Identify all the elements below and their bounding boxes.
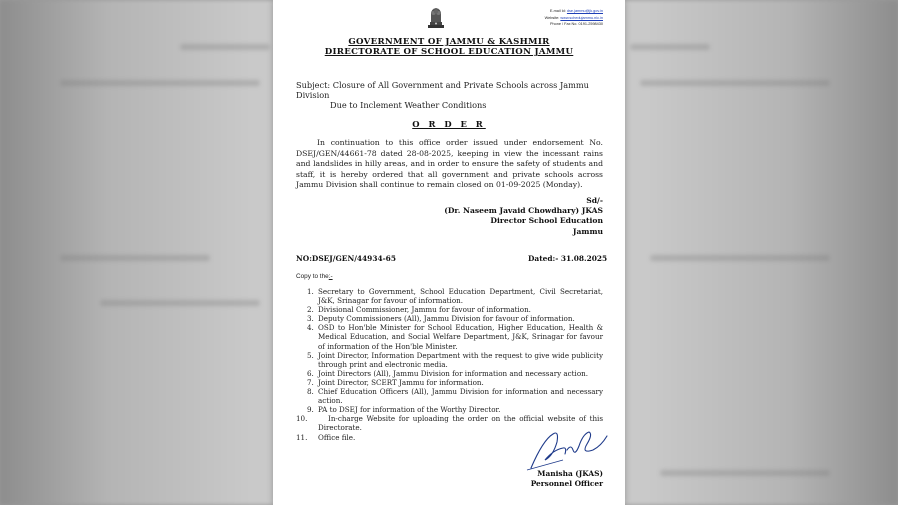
government-heading: GOVERNMENT OF JAMMU & KASHMIR [348,37,550,47]
national-emblem-icon [425,5,447,29]
order-body: In continuation to this office order issued under endorsement No. DSEJ/GEN/44661-78 dated 28-08-2025, keeping in view the incessant rains and landslides in hilly areas, and in order to ensure the safety of students and staff, it is hereby ordered that all government and private schools across Jammu Division shall continue to remain closed on 01-09-2025 (Monday). [296,138,603,190]
order-date: Dated:- 31.08.2025 [528,254,608,263]
blur-decoration [650,255,830,261]
contact-block: E-mail Id: dse.jammu@jk.gov.in Website: www.schedujammu.nic.in Phone / Fax No. 0191-2598430 [544,9,603,27]
blur-decoration [180,44,270,50]
order-document [273,0,625,505]
list-item: 7. Joint Director, SCERT Jammu for information. [307,377,484,387]
website-link[interactable]: www.schedujammu.nic.in [560,15,603,20]
copy-list [296,287,603,442]
list-item: 4. OSD to Hon'ble Minister for School Education, Higher Education, Health & Medical Education, and Social Welfare Department, J&K, Srinagar for favour of information of the Hon'ble Minister. [307,323,603,351]
blur-decoration [660,470,830,476]
list-item: 8. Chief Education Officers (All), Jammu Division for information and necessary action. [307,387,603,406]
list-item: 1. Secretary to Government, School Education Department, Civil Secretariat, J&K, Srinagar for favour of information. [307,287,603,306]
blur-decoration [630,44,710,50]
personnel-officer-signature-block: Manisha (JKAS) Personnel Officer [530,469,603,488]
blur-decoration [640,80,830,86]
phone-number: Phone / Fax No. 0191-2598430 [550,22,603,27]
blur-decoration [100,300,260,306]
order-title: O R D E R [412,119,486,129]
reference-number: NO:DSEJ/GEN/44934-65 [296,254,396,263]
list-item: 5. Joint Director, Information Department with the request to give wide publicity through print and electronic media. [307,350,603,369]
list-item: 11. Office file. [296,432,356,442]
director-signature-block: Sd/- (Dr. Naseem Javaid Chowdhary) JKAS Director School Education Jammu [444,196,603,236]
list-item: 10. In-charge Website for uploading the order on the official website of this Directorate. [296,414,603,433]
list-item: 3. Deputy Commissioners (All), Jammu Division for favour of information. [307,314,575,324]
email-link[interactable]: dse.jammu@jk.gov.in [566,9,603,13]
subject-block: Subject: Closure of All Government and Private Schools across Jammu Division Due to Inclement Weather Conditions [296,80,589,110]
list-item: 2. Divisional Commissioner, Jammu for favour of information. [307,305,531,315]
directorate-heading: DIRECTORATE OF SCHOOL EDUCATION JAMMU [324,47,574,57]
list-item: 6. Joint Directors (All), Jammu Division for information and necessary action. [307,368,588,378]
handwritten-signature [523,420,613,472]
blur-decoration [60,80,260,86]
list-item: 9. PA to DSEJ for information of the Worthy Director. [307,405,501,415]
blur-decoration [60,255,210,261]
copy-to-label: Copy to the:- [296,273,333,280]
